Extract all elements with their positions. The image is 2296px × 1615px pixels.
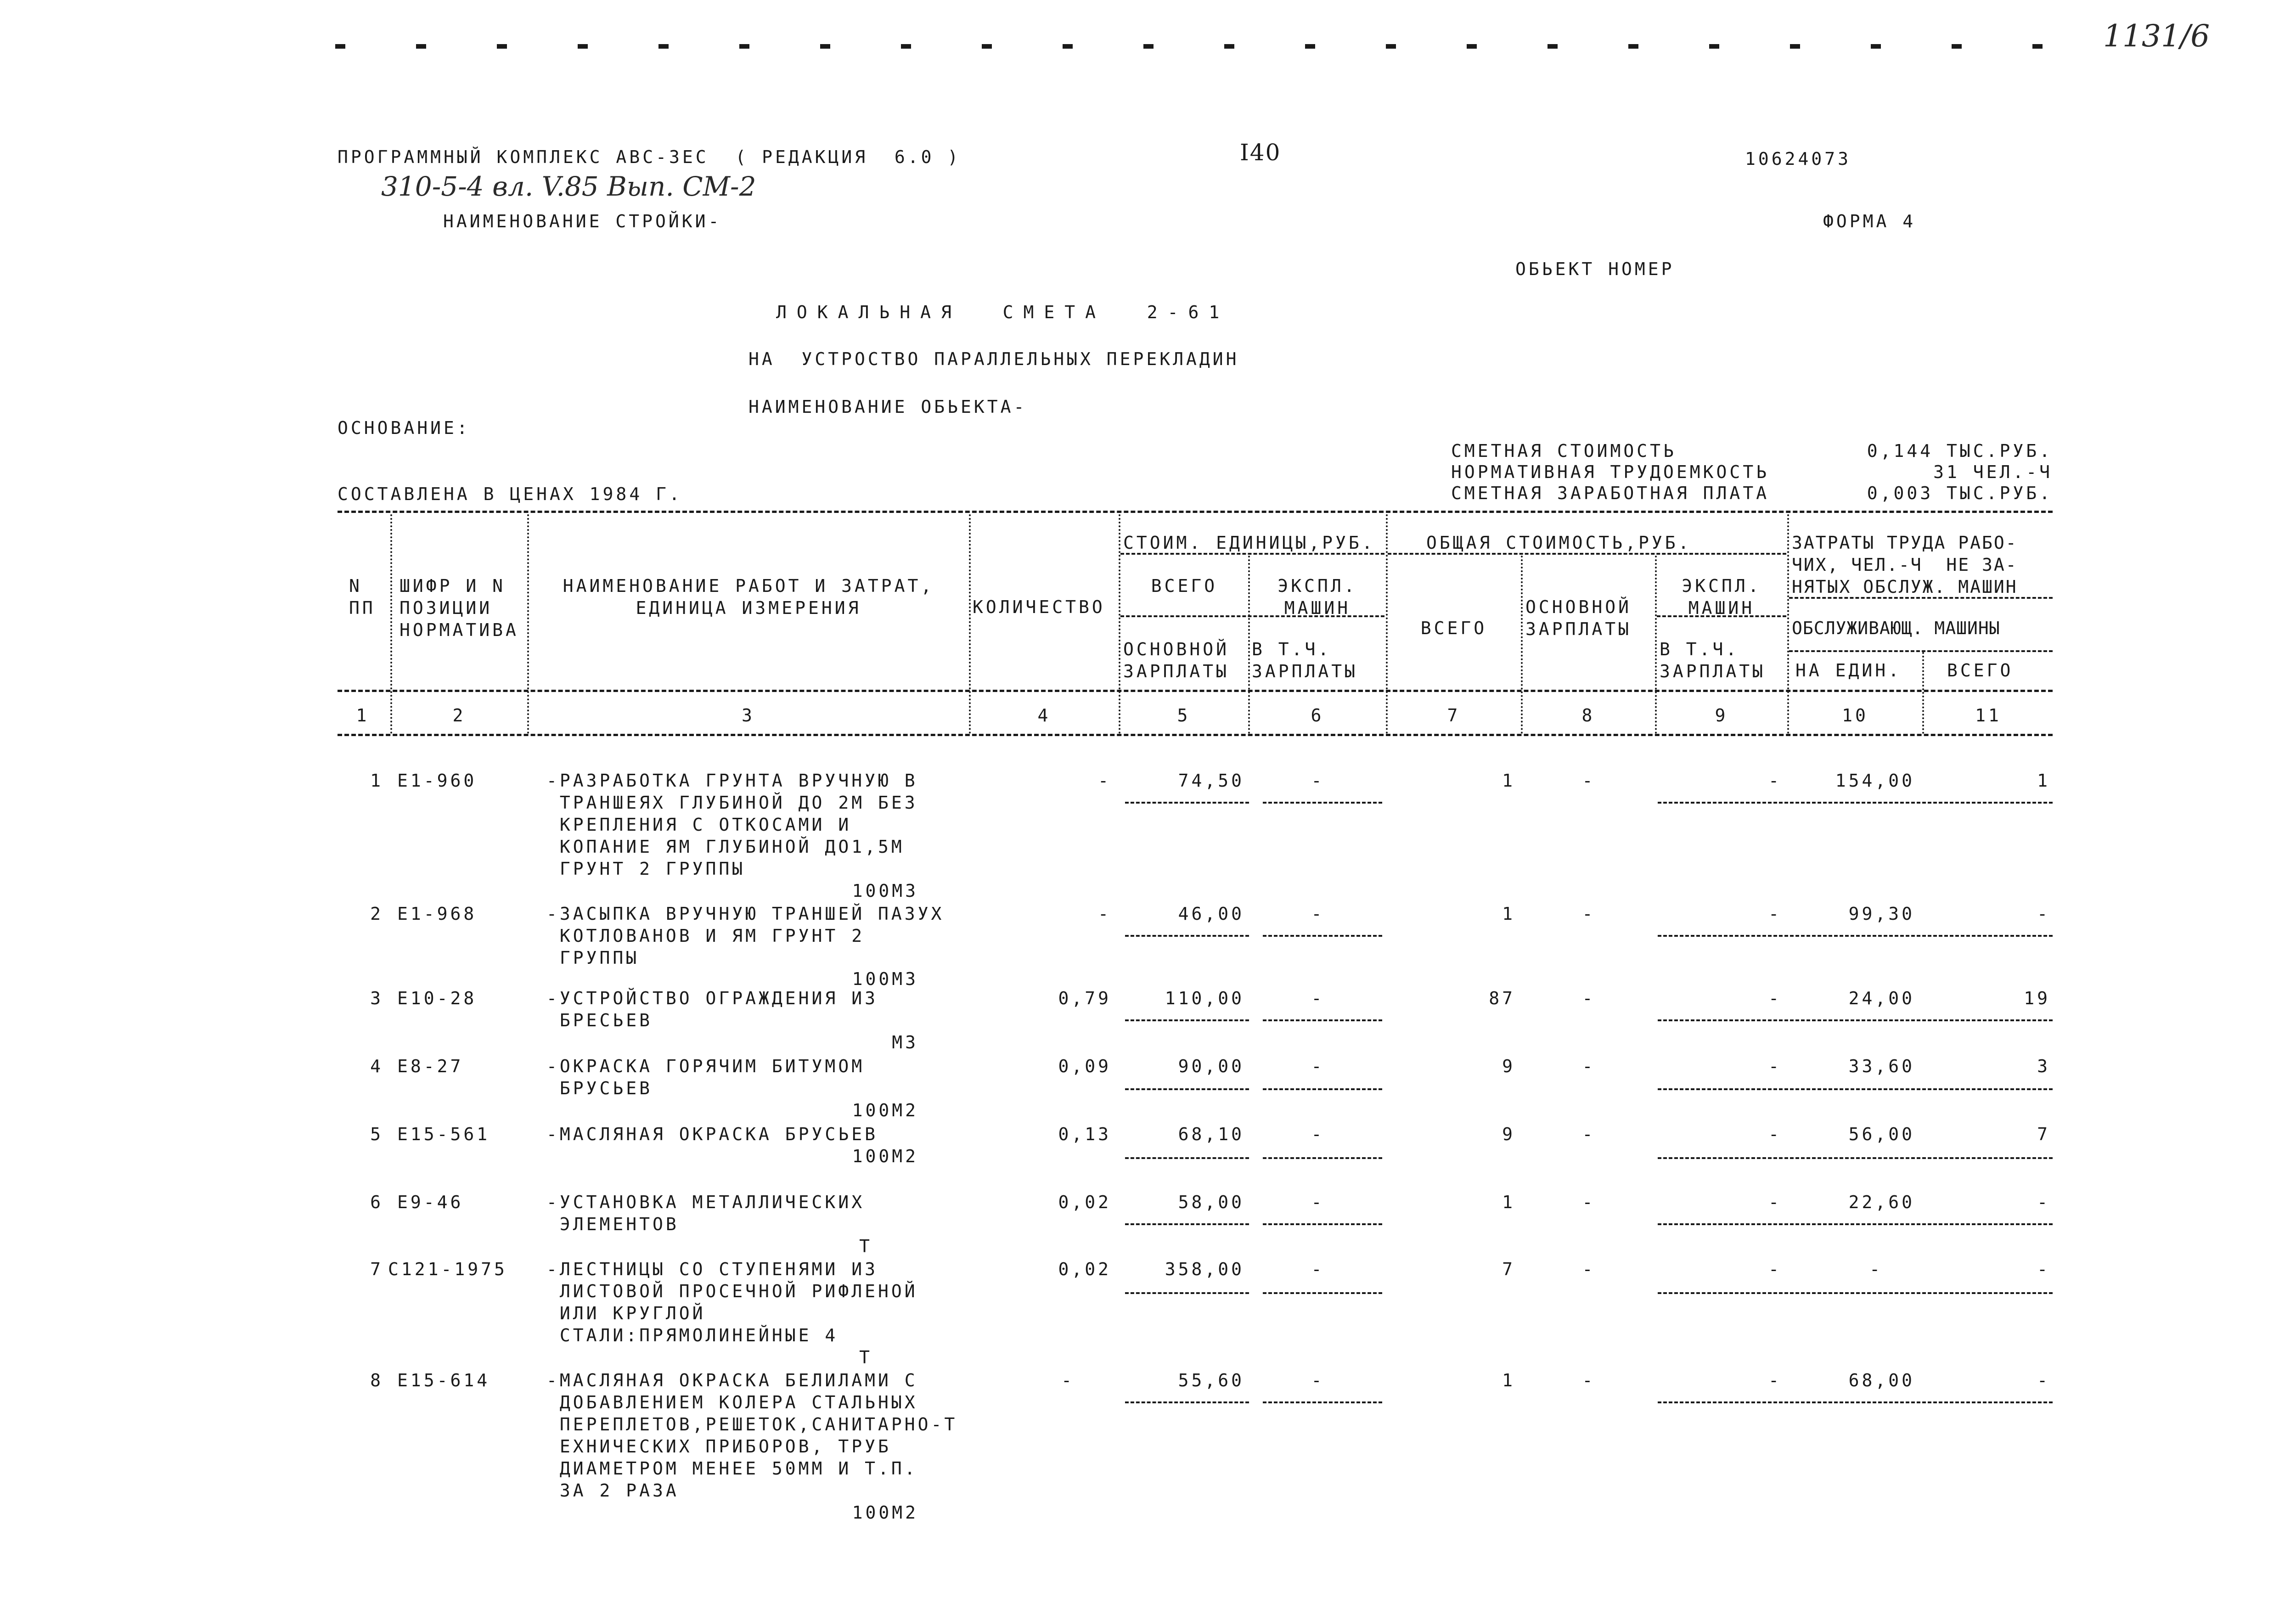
row-n: 7 [370,1259,383,1279]
form-label: ФОРМА 4 [1823,211,1916,231]
col-header-total-mach: ЭКСПЛ. МАШИН [1682,576,1761,618]
col-header-labor-group: ЗАТРАТЫ ТРУДА РАБО- ЧИХ, ЧЕЛ.-Ч НЕ ЗА- НЯТЫХ ОБСЛУЖ. МАШИН [1792,533,2018,597]
col-header-code: ШИФР И N ПОЗИЦИИ НОРМАТИВА [400,576,519,640]
col-header-labor-total: ВСЕГО [1947,660,2014,681]
row-labor-total: 7 [2037,1124,2050,1144]
row-name: -ЗАСЫПКА ВРУЧНУЮ ТРАНШЕЙ ПАЗУХ КОТЛОВАНОВ И ЯМ ГРУНТ 2 ГРУППЫ [546,904,945,968]
col-header-labor-mach: ОБСЛУЖИВАЮЩ. МАШИНЫ [1792,618,2000,638]
row-unit-cost-rule [1125,1401,1249,1403]
header-bottom-rule [338,690,2053,692]
top-perforation-dashes [335,44,2062,49]
handwritten-reference: 310-5-4 вл. V.85 Вып. СМ-2 [381,171,756,202]
row-wage: - [1582,1259,1596,1279]
row-mach-rule [1263,1019,1382,1021]
row-total-mach: - [1768,1124,1782,1144]
row-code: Е9-46 [397,1192,464,1212]
col-number-11: 11 [1975,705,2002,726]
row-total: 9 [1502,1124,1515,1144]
col-header-unit-total: ВСЕГО [1151,576,1218,596]
row-mach: - [1311,1370,1325,1390]
row-right-rules [1658,1088,2053,1090]
col-header-unit-wage: ОСНОВНОЙ ЗАРПЛАТЫ [1123,639,1230,681]
page-number: I40 [1240,139,1281,166]
row-total: 9 [1502,1056,1515,1076]
row-wage: - [1582,1370,1596,1390]
row-code: Е8-27 [397,1056,464,1076]
row-wage: - [1582,1056,1596,1076]
row-qty: 0,13 [1058,1124,1111,1144]
row-labor-total: 19 [2024,988,2050,1008]
row-unit-cost: 68,10 [1178,1124,1244,1144]
row-mach: - [1311,1259,1325,1279]
row-labor-total: 3 [2037,1056,2050,1076]
row-unit: М3 [892,1032,918,1052]
row-total: 1 [1502,1370,1515,1390]
row-unit-cost: 58,00 [1178,1192,1244,1212]
col-sep-6 [1386,514,1388,734]
col-number-3: 3 [742,705,755,726]
row-total-mach: - [1768,904,1782,924]
row-labor-unit: 24,00 [1848,988,1915,1008]
row-unit-cost-rule [1125,935,1249,937]
row-unit-cost-rule [1125,802,1249,804]
row-mach: - [1311,1192,1325,1212]
col-header-unit-mach: ЭКСПЛ. МАШИН [1277,576,1357,618]
basis-label: ОСНОВАНИЕ: [338,418,470,438]
row-code: Е15-561 [397,1124,490,1144]
row-unit-cost-rule [1125,1019,1249,1021]
col-header-total-group: ОБЩАЯ СТОИМОСТЬ,РУБ. [1426,533,1692,553]
summary-value-cost: 0,144 ТЫС.РУБ. [1867,441,2053,461]
row-mach: - [1311,771,1325,791]
row-mach-rule [1263,935,1382,937]
row-qty: - [1098,771,1111,791]
row-code: Е1-968 [397,904,477,924]
row-unit-cost: 55,60 [1178,1370,1244,1390]
row-n: 1 [370,771,383,791]
table-top-rule [338,511,2053,513]
row-unit-cost: 358,00 [1165,1259,1244,1279]
row-right-rules [1658,935,2053,937]
row-total-mach: - [1768,771,1782,791]
row-qty: 0,02 [1058,1259,1111,1279]
row-mach-rule [1263,802,1382,804]
row-name: -ОКРАСКА ГОРЯЧИМ БИТУМОМ БРУСЬЕВ [546,1056,865,1098]
col-number-6: 6 [1311,705,1324,726]
row-unit: 100М2 [852,1502,918,1523]
object-name-label: НАИМЕНОВАНИЕ ОБЬЕКТА- [748,397,1027,417]
col-header-unit-mach-wage: В Т.Ч. ЗАРПЛАТЫ [1252,639,1358,681]
row-unit: 100М3 [852,881,918,901]
row-unit-cost: 46,00 [1178,904,1244,924]
estimate-subject: НА УСТРОСТВО ПАРАЛЛЕЛЬНЫХ ПЕРЕКЛАДИН [748,349,1239,369]
row-name: -УСТРОЙСТВО ОГРАЖДЕНИЯ ИЗ БРЕСЬЕВ [546,988,878,1030]
prices-note: СОСТАВЛЕНА В ЦЕНАХ 1984 Г. [338,484,682,504]
column-number-rule [338,734,2053,736]
row-name: -МАСЛЯНАЯ ОКРАСКА БЕЛИЛАМИ С ДОБАВЛЕНИЕМ КОЛЕРА СТАЛЬНЫХ ПЕРЕПЛЕТОВ,РЕШЕТОК,САНИТАРНО-Т ЕХНИЧЕСКИХ ПРИБОРОВ, ТРУБ ДИАМЕТРОМ МЕНЕЕ 50ММ И Т.П. ЗА 2 РАЗА [546,1370,958,1501]
row-labor-total: - [2037,904,2050,924]
row-total: 87 [1489,988,1515,1008]
row-wage: - [1582,904,1596,924]
row-unit: 100М2 [852,1100,918,1120]
row-unit: 100М3 [852,969,918,989]
summary-label-cost: СМЕТНАЯ СТОИМОСТЬ [1451,441,1677,461]
row-qty: 0,79 [1058,988,1111,1008]
summary-label-wage: СМЕТНАЯ ЗАРАБОТНАЯ ПЛАТА [1451,483,1770,503]
row-unit: Т [859,1347,872,1367]
row-code: С121-1975 [388,1259,507,1279]
row-mach-rule [1263,1157,1382,1159]
row-unit: 100М2 [852,1146,918,1166]
col-number-9: 9 [1715,705,1728,726]
object-number-label: ОБЬЕКТ НОМЕР [1515,259,1675,279]
row-name: -РАЗРАБОТКА ГРУНТА ВРУЧНУЮ В ТРАНШЕЯХ ГЛУБИНОЙ ДО 2М БЕЗ КРЕПЛЕНИЯ С ОТКОСАМИ И КОПАНИЕ ЯМ ГЛУБИНОЙ ДО1,5М ГРУНТ 2 ГРУППЫ [546,771,918,879]
row-total: 1 [1502,1192,1515,1212]
summary-value-labor: 31 ЧЕЛ.-Ч [1933,462,2053,482]
row-labor-total: - [2037,1370,2050,1390]
row-wage: - [1582,1192,1596,1212]
row-qty: - [1061,1370,1075,1390]
labor-low-rule [1789,650,2053,652]
row-right-rules [1658,1292,2053,1294]
row-mach-rule [1263,1292,1382,1294]
row-labor-unit: 33,60 [1848,1056,1915,1076]
row-total-mach: - [1768,1370,1782,1390]
col-header-total-all: ВСЕГО [1420,618,1487,638]
col-number-7: 7 [1447,705,1461,726]
row-unit: Т [859,1236,872,1256]
row-wage: - [1582,1124,1596,1144]
row-name: -УСТАНОВКА МЕТАЛЛИЧЕСКИХ ЭЛЕМЕНТОВ [546,1192,865,1234]
row-qty: 0,09 [1058,1056,1111,1076]
col-number-2: 2 [452,705,466,726]
corner-note: 1131/6 [2103,18,2210,54]
row-code: Е10-28 [397,988,477,1008]
row-right-rules [1658,802,2053,804]
col-sep-2 [527,514,529,734]
row-n: 5 [370,1124,383,1144]
row-n: 8 [370,1370,383,1390]
row-unit-cost-rule [1125,1088,1249,1090]
row-mach: - [1311,1056,1325,1076]
row-wage: - [1582,771,1596,791]
col-sep-4 [1119,514,1120,734]
row-right-rules [1658,1401,2053,1403]
row-labor-total: - [2037,1259,2050,1279]
col-number-8: 8 [1581,705,1595,726]
row-labor-unit: - [1869,1259,1883,1279]
row-total-mach: - [1768,988,1782,1008]
col-header-unit-cost-group: СТОИМ. ЕДИНИЦЫ,РУБ. [1123,533,1375,553]
row-total: 7 [1502,1259,1515,1279]
col-sep-3 [969,514,971,734]
row-mach: - [1311,904,1325,924]
row-unit-cost: 74,50 [1178,771,1244,791]
row-labor-unit: 22,60 [1848,1192,1915,1212]
document-code: 10624073 [1745,149,1851,169]
col-sep-9 [1787,514,1789,734]
row-wage: - [1582,988,1596,1008]
col-number-4: 4 [1037,705,1051,726]
row-labor-total: 1 [2037,771,2050,791]
row-n: 4 [370,1056,383,1076]
summary-label-labor: НОРМАТИВНАЯ ТРУДОЕМКОСТЬ [1451,462,1770,482]
row-total-mach: - [1768,1192,1782,1212]
col-header-qty: КОЛИЧЕСТВО [973,597,1105,617]
row-n: 2 [370,904,383,924]
col-header-n: N ПП [349,576,376,618]
row-code: Е15-614 [397,1370,490,1390]
row-qty: 0,02 [1058,1192,1111,1212]
row-labor-unit: 154,00 [1835,771,1915,791]
row-labor-unit: 68,00 [1848,1370,1915,1390]
row-total-mach: - [1768,1056,1782,1076]
row-n: 3 [370,988,383,1008]
row-mach-rule [1263,1088,1382,1090]
col-header-labor-unit: НА ЕДИН. [1795,660,1902,681]
summary-value-wage: 0,003 ТЫС.РУБ. [1867,483,2053,503]
row-labor-total: - [2037,1192,2050,1212]
row-name: -ЛЕСТНИЦЫ СО СТУПЕНЯМИ ИЗ ЛИСТОВОЙ ПРОСЕЧНОЙ РИФЛЕНОЙ ИЛИ КРУГЛОЙ СТАЛИ:ПРЯМОЛИНЕЙНЫЕ 4 [546,1259,918,1345]
row-total: 1 [1502,771,1515,791]
row-unit-cost: 90,00 [1178,1056,1244,1076]
row-mach: - [1311,1124,1325,1144]
row-total-mach: - [1768,1259,1782,1279]
row-code: Е1-960 [397,771,477,791]
col-number-1: 1 [356,705,370,726]
row-right-rules [1658,1157,2053,1159]
col-header-total-mach-wage: В Т.Ч. ЗАРПЛАТЫ [1660,639,1766,681]
row-unit-cost-rule [1125,1223,1249,1225]
row-unit-cost: 110,00 [1165,988,1244,1008]
row-mach: - [1311,988,1325,1008]
col-header-name: НАИМЕНОВАНИЕ РАБОТ И ЗАТРАТ, ЕДИНИЦА ИЗМЕРЕНИЯ [563,576,934,618]
row-total: 1 [1502,904,1515,924]
construction-name-label: НАИМЕНОВАНИЕ СТРОЙКИ- [443,211,722,231]
row-mach-rule [1263,1401,1382,1403]
row-qty: - [1098,904,1111,924]
row-unit-cost-rule [1125,1157,1249,1159]
row-labor-unit: 56,00 [1848,1124,1915,1144]
row-unit-cost-rule [1125,1292,1249,1294]
col-number-10: 10 [1842,705,1868,726]
row-name: -МАСЛЯНАЯ ОКРАСКА БРУСЬЕВ [546,1124,878,1144]
estimate-title: ЛОКАЛЬНАЯ СМЕТА 2-61 [776,302,1230,322]
row-mach-rule [1263,1223,1382,1225]
row-right-rules [1658,1019,2053,1021]
col-header-total-wage: ОСНОВНОЙ ЗАРПЛАТЫ [1525,597,1632,639]
row-n: 6 [370,1192,383,1212]
program-name: ПРОГРАММНЫЙ КОМПЛЕКС АВС-ЗЕС ( РЕДАКЦИЯ 6.0 ) [338,147,961,167]
row-right-rules [1658,1223,2053,1225]
col-sep-1 [390,514,392,734]
row-labor-unit: 99,30 [1848,904,1915,924]
col-number-5: 5 [1177,705,1191,726]
